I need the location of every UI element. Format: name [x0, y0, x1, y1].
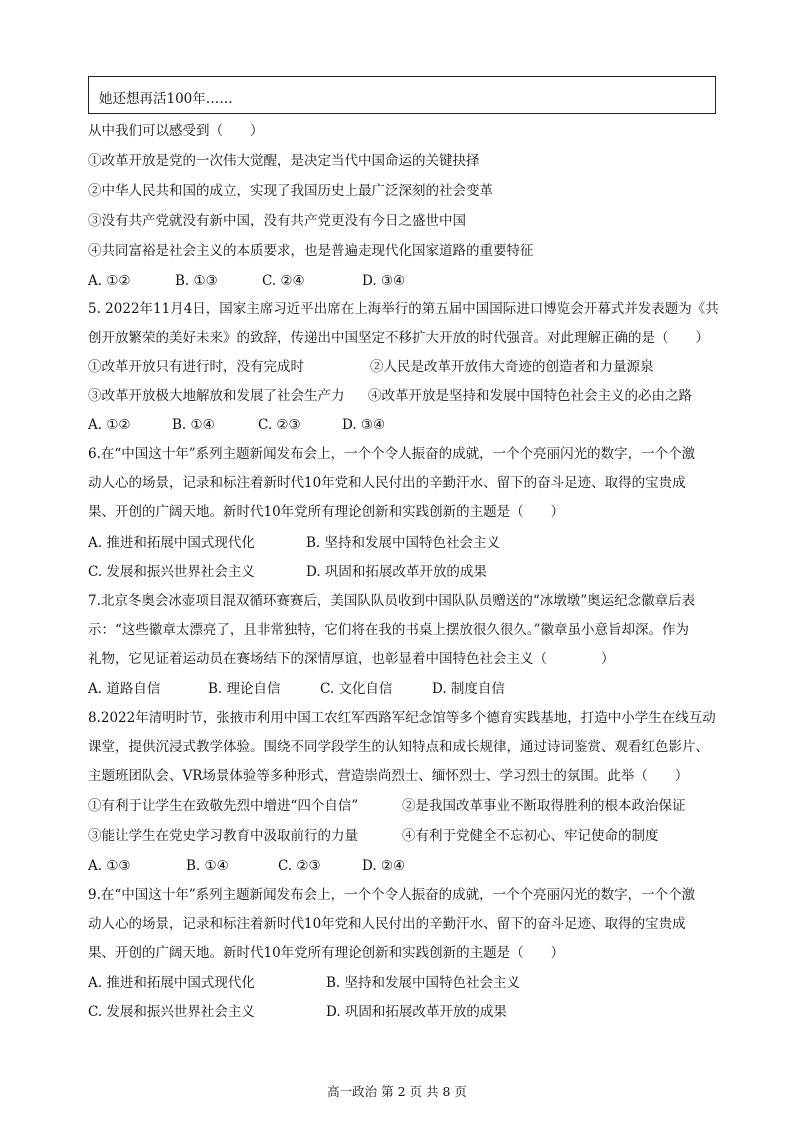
q8-stem-line-1: 8.2022年清明时节，张掖市利用中国工农红军西路军纪念馆等多个德育实践基地，打造中小学生在线互动 [88, 710, 716, 726]
q8-option-c: C. ②③ [278, 858, 321, 874]
q4-option-d: D. ③④ [362, 273, 406, 289]
q6-option-d: D. 巩固和拓展改革开放的成果 [306, 564, 487, 580]
q6-stem-line-1: 6.在“中国这十年”系列主题新闻发布会上，一个个令人振奋的成就，一个个亮丽闪光的数字，一个个激 [88, 446, 696, 462]
q7-stem-line-1: 7.北京冬奥会冰壶项目混双循环赛赛后，美国队队员收到中国队队员赠送的“冰墩墩”奥运纪念徽章后表 [88, 593, 696, 609]
q9-option-d: D. 巩固和拓展改革开放的成果 [326, 1004, 507, 1020]
q5-option-b: B. ①④ [172, 417, 215, 433]
q9-stem-line-3: 果、开创的广阔天地。新时代10年党所有理论创新和实践创新的主题是（ ） [88, 945, 565, 961]
q8-statement-4: ④有利于党健全不忘初心、牢记使命的制度 [402, 828, 659, 844]
q9-option-c: C. 发展和振兴世界社会主义 [88, 1004, 255, 1020]
page-footer: 高一政治 第 2 页 共 8 页 [327, 1084, 467, 1099]
q8-statement-3: ③能让学生在党史学习教育中汲取前行的力量 [88, 828, 358, 844]
q8-stem-line-3: 主题班团队会、VR场景体验等多种形式，营造崇尚烈士、缅怀烈士、学习烈士的氛围。此举（ ） [88, 768, 689, 784]
q4-stem: 从中我们可以感受到（ ） [88, 123, 264, 139]
q4-statement-3: ③没有共产党就没有新中国，没有共产党更没有今日之盛世中国 [88, 213, 466, 229]
q6-stem-line-3: 果、开创的广阔天地。新时代10年党所有理论创新和实践创新的主题是（ ） [88, 504, 565, 520]
q5-option-c: C. ②③ [258, 417, 301, 433]
q5-option-d: D. ③④ [342, 417, 386, 433]
q5-stem-line-2: 创开放繁荣的美好未来》的致辞，传递出中国坚定不移扩大开放的时代强音。对此理解正确的是（ ） [88, 330, 709, 346]
q4-statement-2: ②中华人民共和国的成立，实现了我国历史上最广泛深刻的社会变革 [88, 183, 493, 199]
q8-stem-line-2: 课堂，提供沉浸式教学体验。围绕不同学段学生的认知特点和成长规律，通过诗词鉴赏、观看红色影片、 [88, 739, 709, 755]
q7-option-c: C. 文化自信 [320, 681, 393, 697]
quote-box-text: 她还想再活100年…… [99, 91, 233, 107]
q9-option-a: A. 推进和拓展中国式现代化 [88, 975, 255, 991]
q5-statement-2: ②人民是改革开放伟大奇迹的创造者和力量源泉 [370, 359, 654, 375]
q5-statement-4: ④改革开放是坚持和发展中国特色社会主义的必由之路 [368, 388, 692, 404]
q9-stem-line-2: 动人心的场景，记录和标注着新时代10年党和人民付出的辛勤汗水、留下的奋斗足迹、取得的宝贵成 [88, 916, 686, 932]
q6-option-a: A. 推进和拓展中国式现代化 [88, 535, 255, 551]
q8-statement-2: ②是我国改革事业不断取得胜利的根本政治保证 [402, 798, 686, 814]
q8-option-d: D. ②④ [362, 858, 406, 874]
q4-option-a: A. ①② [88, 273, 131, 289]
q5-statement-1: ①改革开放只有进行时，没有完成时 [88, 359, 304, 375]
q6-option-c: C. 发展和振兴世界社会主义 [88, 564, 255, 580]
q5-statement-3: ③改革开放极大地解放和发展了社会生产力 [88, 388, 345, 404]
q6-stem-line-2: 动人心的场景，记录和标注着新时代10年党和人民付出的辛勤汗水、留下的奋斗足迹、取得的宝贵成 [88, 475, 686, 491]
q7-option-a: A. 道路自信 [88, 681, 161, 697]
q7-stem-line-2: 示：“这些徽章太漂亮了，且非常独特，它们将在我的书桌上摆放很久很久。”徽章虽小意旨却深。作为 [88, 622, 690, 638]
q4-option-b: B. ①③ [175, 273, 218, 289]
q4-statement-4: ④共同富裕是社会主义的本质要求，也是普遍走现代化国家道路的重要特征 [88, 243, 534, 259]
q5-option-a: A. ①② [88, 417, 131, 433]
q9-stem-line-1: 9.在“中国这十年”系列主题新闻发布会上，一个个令人振奋的成就，一个个亮丽闪光的数字，一个个激 [88, 887, 696, 903]
q7-stem-line-3: 礼物，它见证着运动员在赛场结下的深情厚谊，也彰显着中国特色社会主义（ ） [88, 651, 615, 667]
q4-option-c: C. ②④ [262, 273, 305, 289]
q9-option-b: B. 坚持和发展中国特色社会主义 [326, 975, 521, 991]
q7-option-d: D. 制度自信 [432, 681, 505, 697]
q6-option-b: B. 坚持和发展中国特色社会主义 [306, 535, 501, 551]
q8-option-b: B. ①④ [186, 858, 229, 874]
q8-statement-1: ①有利于让学生在致敬先烈中增进“四个自信” [88, 798, 359, 814]
q5-stem-line-1: 5. 2022年11月4日，国家主席习近平出席在上海举行的第五届中国国际进口博览会开幕式并发表题为《共 [88, 301, 719, 317]
q8-option-a: A. ①③ [88, 858, 131, 874]
q7-option-b: B. 理论自信 [208, 681, 281, 697]
quote-box [88, 76, 716, 114]
q4-statement-1: ①改革开放是党的一次伟大觉醒，是决定当代中国命运的关键抉择 [88, 153, 480, 169]
